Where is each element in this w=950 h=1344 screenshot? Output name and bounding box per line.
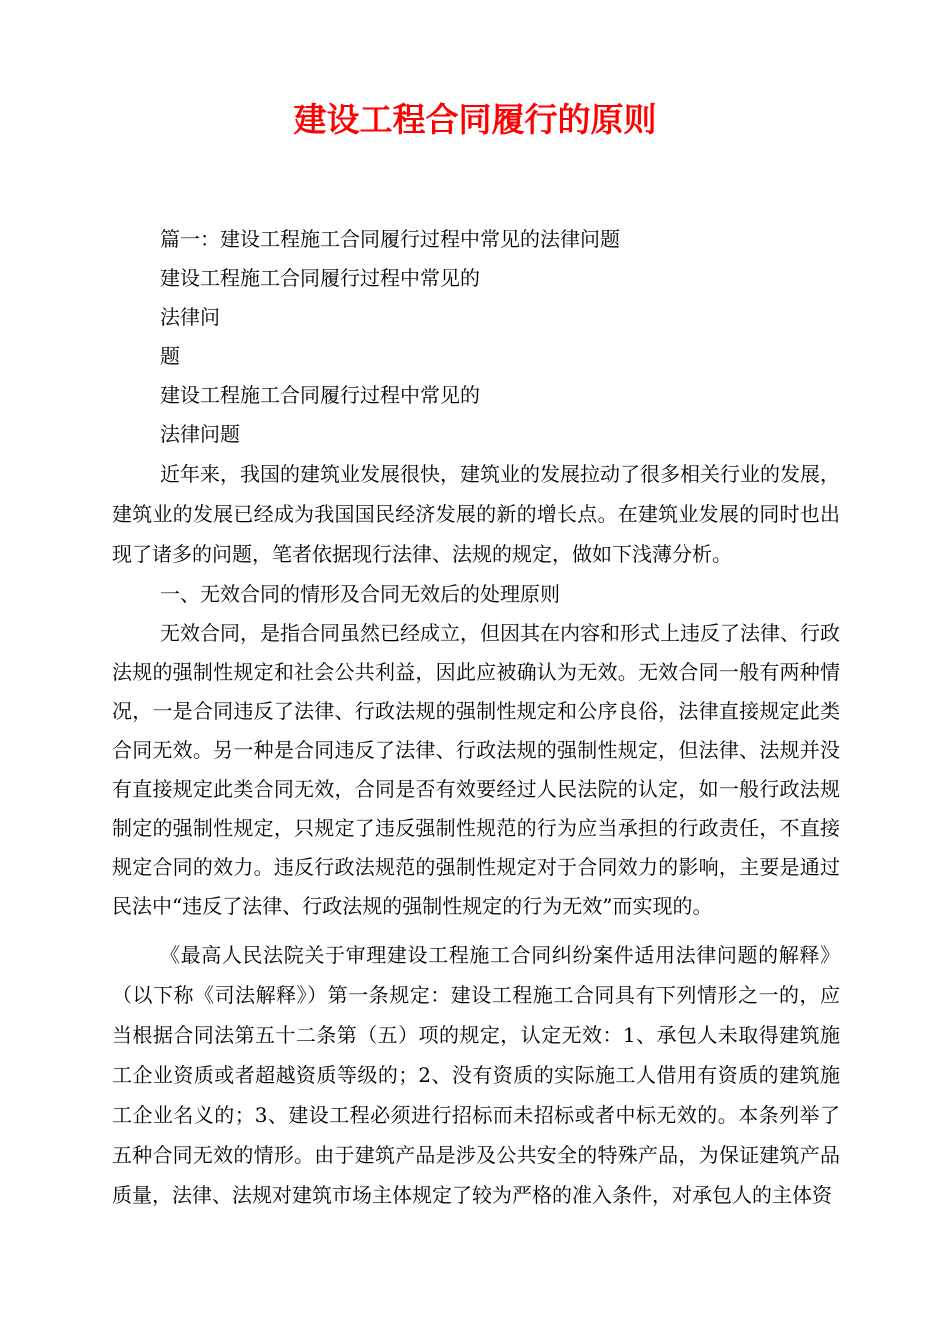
intro-paragraph: 近年来，我国的建筑业发展很快，建筑业的发展拉动了很多相关行业的发展，建筑业的发展已经成为我国国民经济发展的新的增长点。在建筑业发展的同时也出现了诸多的问题，笔者依据现行法律、法规的规定，做如下浅薄分析。 <box>112 462 840 566</box>
heading-line: 篇一：建设工程施工合同履行过程中常见的法律问题 <box>160 227 620 251</box>
heading-line: 建设工程施工合同履行过程中常见的 <box>160 383 480 407</box>
body-paragraph: 无效合同，是指合同虽然已经成立，但因其在内容和形式上违反了法律、行政法规的强制性规定和社会公共利益，因此应被确认为无效。无效合同一般有两种情况，一是合同违反了法律、行政法规的强制性规定和公序良俗，法律直接规定此类合同无效。另一种是合同违反了法律、行政法规的强制性规定，但法律、法规并没有直接规定此类合同无效，合同是否有效要经过人民法院的认定，如一般行政法规制定的强制性规定，只规定了违反强制性规范的行为应当承担的行政责任，不直接规定合同的效力。违反行政法规范的强制性规定对于合同效力的影响，主要是通过民法中“违反了法律、行政法规的强制性规定的行为无效”而实现的。 <box>112 621 840 918</box>
heading-line: 法律问 <box>160 305 220 329</box>
section-heading: 一、无效合同的情形及合同无效后的处理原则 <box>160 582 560 606</box>
heading-line: 建设工程施工合同履行过程中常见的 <box>160 266 480 290</box>
heading-line: 题 <box>160 344 180 368</box>
document-title: 建设工程合同履行的原则 <box>293 100 657 139</box>
heading-line: 法律问题 <box>160 422 240 446</box>
body-paragraph: 《最高人民法院关于审理建设工程施工合同纠纷案件适用法律问题的解释》（以下称《司法解释》）第一条规定：建设工程施工合同具有下列情形之一的，应当根据合同法第五十二条第（五）项的规定，认定无效：1、承包人未取得建筑施工企业资质或者超越资质等级的；2、没有资质的实际施工人借用有资质的建筑施工企业名义的；3、建设工程必须进行招标而未招标或者中标无效的。本条列举了五种合同无效的情形。由于建筑产品是涉及公共安全的特殊产品，为保证建筑产品质量，法律、法规对建筑市场主体规定了较为严格的准入条件，对承包人的主体资 <box>112 943 840 1207</box>
document-body <box>112 220 840 1215</box>
